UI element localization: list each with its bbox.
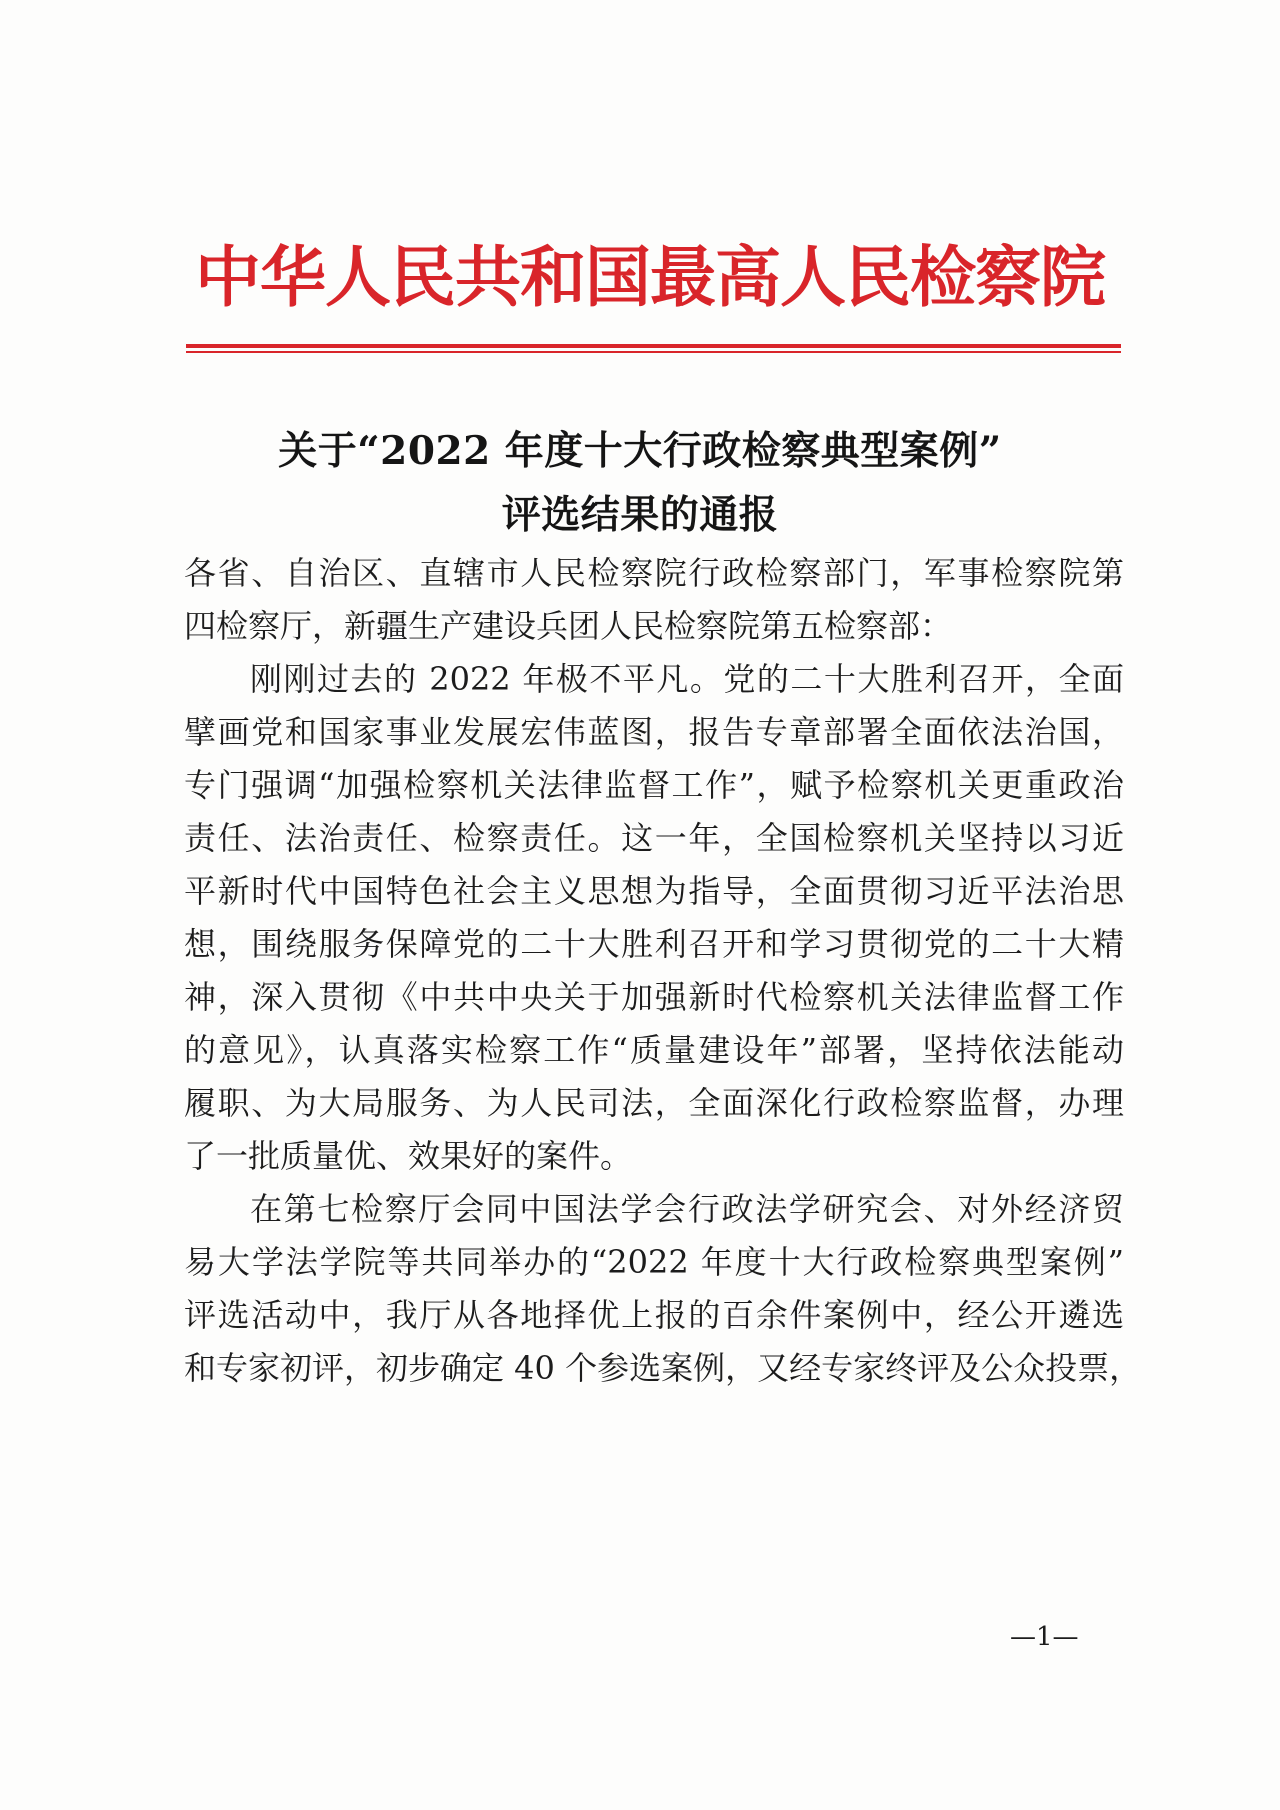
salutation-line-2: 四检察厅，新疆生产建设兵团人民检察院第五检察部： <box>184 607 953 645</box>
salutation-line-1: 各省、自治区、直辖市人民检察院行政检察部门，军事检察院第 <box>184 554 1124 592</box>
masthead-red-rule-thin <box>186 351 1121 353</box>
body-line: 擘画党和国家事业发展宏伟蓝图，报告专章部署全面依法治国， <box>184 713 1124 751</box>
masthead-red-rule <box>186 344 1121 348</box>
body-line: 履职、为大局服务、为人民司法，全面深化行政检察监督，办理 <box>184 1084 1124 1122</box>
body-line: 评选活动中，我厅从各地择优上报的百余件案例中，经公开遴选 <box>184 1296 1124 1334</box>
body-line: 和专家初评，初步确定 40 个参选案例，又经专家终评及公众投票， <box>184 1349 1142 1387</box>
page-number: —1— <box>1010 1622 1079 1652</box>
body-line: 刚刚过去的 2022 年极不平凡。党的二十大胜利召开，全面 <box>250 660 1124 698</box>
document-title-line-2: 评选结果的通报 <box>501 492 779 538</box>
body-line: 的意见》，认真落实检察工作“质量建设年”部署，坚持依法能动 <box>184 1031 1124 1069</box>
body-line: 专门强调“加强检察机关法律监督工作”，赋予检察机关更重政治 <box>184 766 1124 804</box>
body-line: 了一批质量优、效果好的案件。 <box>184 1137 633 1175</box>
issuer-masthead: 中华人民共和国最高人民检察院 <box>195 238 1105 316</box>
body-line: 平新时代中国特色社会主义思想为指导，全面贯彻习近平法治思 <box>184 872 1124 910</box>
body-line: 在第七检察厅会同中国法学会行政法学研究会、对外经济贸 <box>250 1190 1124 1228</box>
body-line: 责任、法治责任、检察责任。这一年，全国检察机关坚持以习近 <box>184 819 1124 857</box>
body-line: 想，围绕服务保障党的二十大胜利召开和学习贯彻党的二十大精 <box>184 925 1124 963</box>
body-line: 神，深入贯彻《中共中央关于加强新时代检察机关法律监督工作 <box>184 978 1124 1016</box>
document-title-line-1: 关于“2022 年度十大行政检察典型案例” <box>278 428 1002 474</box>
body-line: 易大学法学院等共同举办的“2022 年度十大行政检察典型案例” <box>184 1243 1124 1281</box>
